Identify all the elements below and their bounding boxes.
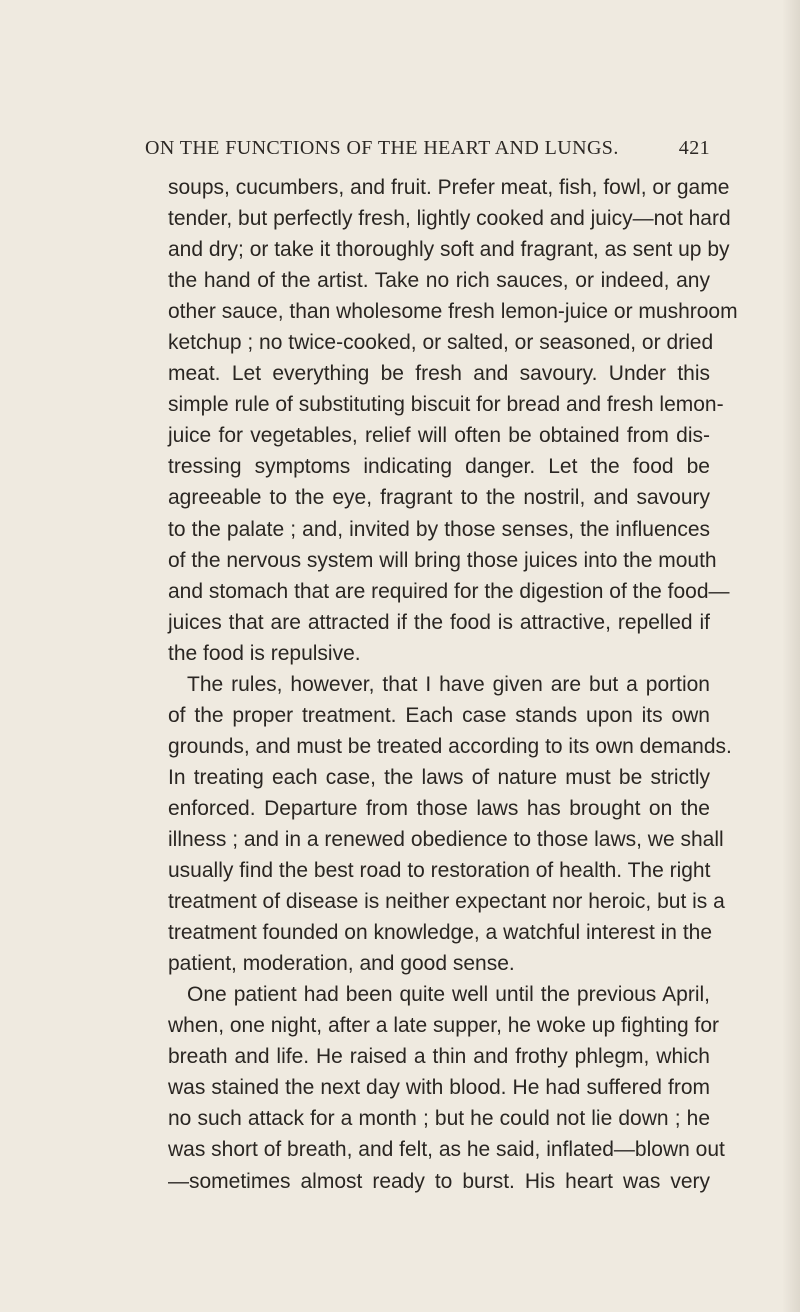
text-line: enforced. Departure from those laws has brought on the <box>168 796 710 820</box>
text-line: soups, cucumbers, and fruit. Prefer meat, fish, fowl, or game <box>168 176 730 199</box>
running-head-title: ON THE FUNCTIONS OF THE HEART AND LUNGS. <box>145 137 619 159</box>
running-head <box>0 137 710 163</box>
text-line: other sauce, than wholesome fresh lemon-juice or mushroom <box>168 300 738 324</box>
text-line: illness ; and in a renewed obedience to those laws, we shall <box>168 827 724 851</box>
text-line: —sometimes almost ready to burst. His heart was very <box>168 1169 710 1193</box>
page-edge-shadow <box>782 0 800 1312</box>
text-line: grounds, and must be treated according to its own demands. <box>168 734 732 758</box>
text-line: when, one night, after a late supper, he woke up fighting for <box>168 1014 720 1038</box>
text-line: of the nervous system will bring those juices into the mouth <box>168 548 717 572</box>
text-line: was short of breath, and felt, as he said, inflated—blown out <box>168 1138 725 1162</box>
paragraph-end-line: patient, moderation, and good sense. <box>168 952 515 976</box>
text-line: and stomach that are required for the digestion of the food— <box>168 579 730 603</box>
text-line: no such attack for a month ; but he could not lie down ; he <box>168 1107 710 1131</box>
text-line: tender, but perfectly fresh, lightly cooked and juicy—not hard <box>168 207 731 231</box>
text-line: juice for vegetables, relief will often be obtained from dis- <box>168 424 710 448</box>
text-line: treatment of disease is neither expectant nor heroic, but is a <box>168 890 725 914</box>
text-line: the hand of the artist. Take no rich sauces, or indeed, any <box>168 269 710 293</box>
text-line: usually find the best road to restoration of health. The right <box>168 859 711 883</box>
text-line: breath and life. He raised a thin and frothy phlegm, which <box>168 1045 710 1069</box>
paragraph-first-line: One patient had been quite well until the previous April, <box>187 983 710 1007</box>
body-text <box>168 172 738 1197</box>
text-line: was stained the next day with blood. He had suffered from <box>168 1076 710 1100</box>
text-line: treatment founded on knowledge, a watchful interest in the <box>168 921 713 945</box>
page-number: 421 <box>678 137 710 159</box>
text-line: juices that are attracted if the food is attractive, repelled if <box>168 610 710 634</box>
text-line: simple rule of substituting biscuit for bread and fresh lemon- <box>168 393 724 417</box>
paragraph-first-line: The rules, however, that I have given are but a portion <box>187 672 710 696</box>
text-line: to the palate ; and, invited by those senses, the influences <box>168 517 710 541</box>
text-line: tressing symptoms indicating danger. Let the food be <box>168 455 710 479</box>
text-line: of the proper treatment. Each case stands upon its own <box>168 703 710 727</box>
text-line: ketchup ; no twice-cooked, or salted, or seasoned, or dried <box>168 331 714 355</box>
text-line: agreeable to the eye, fragrant to the nostril, and savoury <box>168 486 710 510</box>
text-line: and dry; or take it thoroughly soft and fragrant, as sent up by <box>168 238 730 262</box>
paragraph-end-line: the food is repulsive. <box>168 641 361 665</box>
text-line: In treating each case, the laws of nature must be strictly <box>168 765 710 789</box>
text-line: meat. Let everything be fresh and savoury. Under this <box>168 362 710 386</box>
